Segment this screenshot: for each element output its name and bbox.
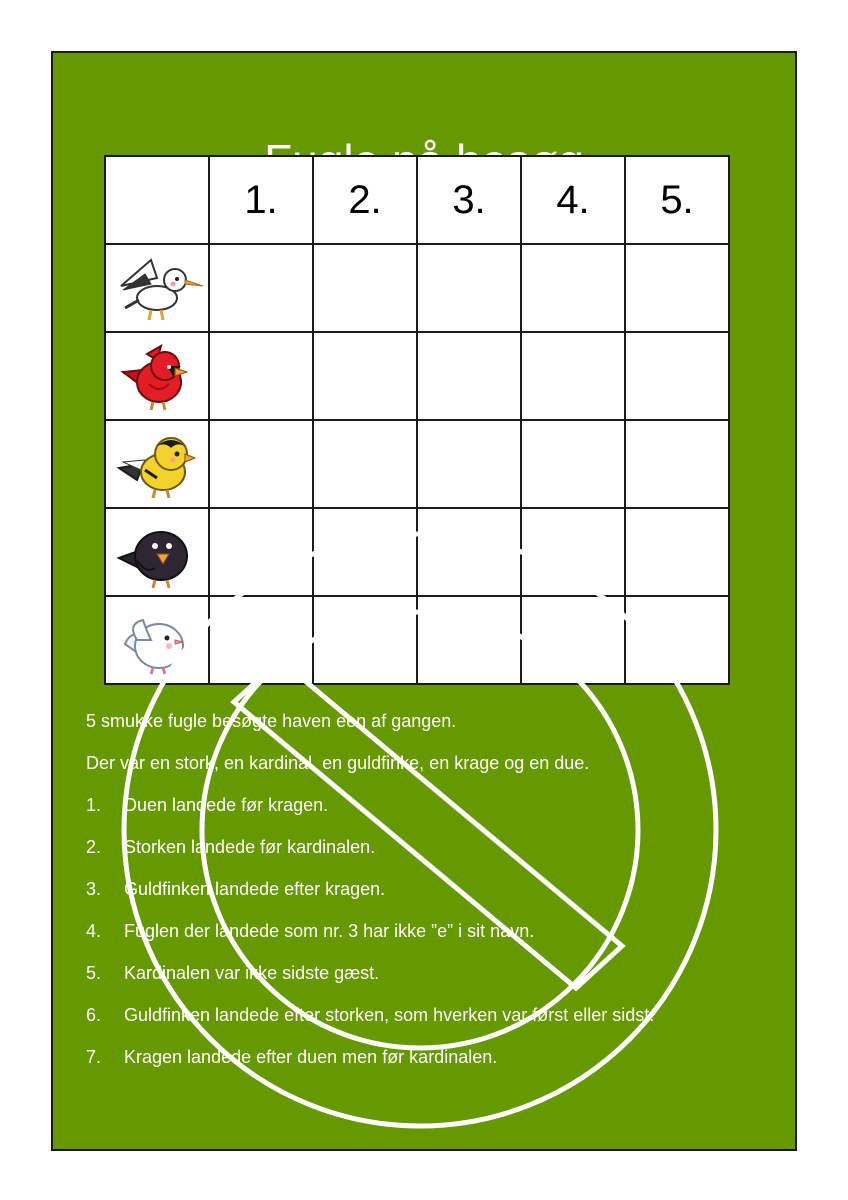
grid-cell[interactable] (625, 332, 729, 420)
clue-item (86, 876, 766, 918)
column-header-1: 1. (209, 156, 313, 244)
clue-number: 2. (86, 837, 102, 857)
grid-cell[interactable] (209, 244, 313, 332)
grid-cell[interactable] (625, 596, 729, 684)
grid-cell[interactable] (417, 508, 521, 596)
column-header-3: 3. (417, 156, 521, 244)
grid-cell[interactable] (521, 332, 625, 420)
clue-number: 6. (86, 1005, 102, 1025)
column-header-5: 5. (625, 156, 729, 244)
grid-row-crow (105, 508, 729, 596)
clue-text: Kragen landede efter duen men før kardinalen. (124, 1047, 498, 1067)
clue-item (86, 918, 766, 960)
column-header-4: 4. (521, 156, 625, 244)
intro-line: 5 smukke fugle besøgte haven een af gangen. (86, 711, 457, 731)
clue-text: Kardinalen var ikke sidste gæst. (124, 963, 380, 983)
grid-cell[interactable] (313, 508, 417, 596)
crow-icon (115, 512, 199, 592)
grid-cell[interactable] (625, 244, 729, 332)
clue-number: 3. (86, 879, 102, 899)
clue-number: 4. (86, 921, 102, 941)
grid-row-stork (105, 244, 729, 332)
dove-icon (117, 600, 197, 680)
clue-item (86, 792, 766, 834)
bird-cell (105, 332, 209, 420)
grid-cell[interactable] (521, 508, 625, 596)
clue-number: 5. (86, 963, 102, 983)
stork-icon (111, 248, 203, 328)
logic-grid (104, 155, 730, 685)
grid-cell[interactable] (417, 596, 521, 684)
clue-item (86, 834, 766, 876)
grid-cell[interactable] (313, 332, 417, 420)
cardinal-icon (117, 336, 197, 416)
grid-cell[interactable] (313, 244, 417, 332)
goldfinch-icon (115, 424, 199, 504)
grid-row-dove (105, 596, 729, 684)
grid-cell[interactable] (625, 508, 729, 596)
grid-cell[interactable] (209, 508, 313, 596)
grid-cell[interactable] (209, 596, 313, 684)
clue-text: Guldfinken landede efter kragen. (124, 879, 386, 899)
clue-text: Guldfinken landede efter storken, som hverken var først eller sidst. (124, 1005, 655, 1025)
grid-cell[interactable] (417, 332, 521, 420)
bird-cell (105, 508, 209, 596)
puzzle-text (86, 708, 766, 1086)
corner-cell (105, 156, 209, 244)
clue-item (86, 1002, 766, 1044)
grid-row-cardinal (105, 332, 729, 420)
bird-cell (105, 244, 209, 332)
clue-number: 1. (86, 795, 102, 815)
grid-cell[interactable] (625, 420, 729, 508)
bird-cell (105, 420, 209, 508)
grid-cell[interactable] (417, 420, 521, 508)
grid-cell[interactable] (313, 420, 417, 508)
bird-cell (105, 596, 209, 684)
grid-cell[interactable] (313, 596, 417, 684)
grid-row-goldfinch (105, 420, 729, 508)
grid-cell[interactable] (521, 420, 625, 508)
clue-text: Fuglen der landede som nr. 3 har ikke ”e” i sit navn. (124, 921, 535, 941)
clue-item (86, 960, 766, 1002)
grid-cell[interactable] (417, 244, 521, 332)
clue-text: Storken landede før kardinalen. (124, 837, 376, 857)
intro-line: Der var en stork, en kardinal, en guldfinke, en krage og en due. (86, 753, 590, 773)
grid-cell[interactable] (209, 332, 313, 420)
clue-text: Duen landede før kragen. (124, 795, 329, 815)
header-row (105, 156, 729, 244)
column-header-2: 2. (313, 156, 417, 244)
clue-number: 7. (86, 1047, 102, 1067)
clue-item (86, 1044, 766, 1086)
grid-cell[interactable] (209, 420, 313, 508)
grid-cell[interactable] (521, 244, 625, 332)
grid-cell[interactable] (521, 596, 625, 684)
